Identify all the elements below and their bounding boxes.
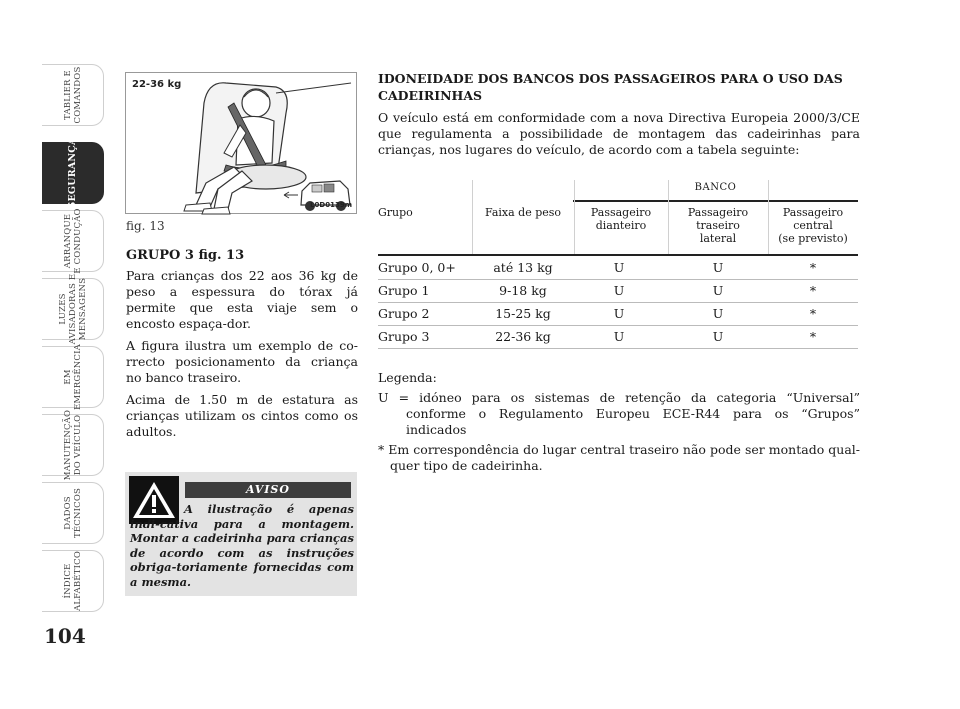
cell-central: * xyxy=(809,260,817,275)
legend-u: U = idóneo para os sistemas de retenção da categoria “Universal” conforme o Regulamento Europeu ECE-R44 para os “Grupos” indicados xyxy=(378,390,860,437)
tab-label: DADOS TÉCNICOS xyxy=(62,487,83,539)
cell-central: * xyxy=(809,306,817,321)
figure-13 xyxy=(125,72,357,214)
figure-weight-label: 22-36 kg xyxy=(132,79,182,90)
tab-label: ÍNDICE ALFABÉTICO xyxy=(62,550,83,612)
tab-label: SEGURANÇA xyxy=(66,137,78,209)
cell-dianteiro: U xyxy=(613,260,625,275)
tab-label: MANUTENÇÃO DO VEÍCULO xyxy=(62,409,83,481)
legend-title: Legenda: xyxy=(378,370,437,385)
cell-traseiro: U xyxy=(712,329,724,344)
cell-faixa: 15-25 kg xyxy=(495,306,551,321)
paragraph: A figura ilustra um exemplo de co-rrecto posicionamento da criança no banco traseiro. xyxy=(126,338,358,385)
legend-star: * Em correspondência do lugar central traseiro não pode ser montado qual-quer tipo de cadeirinha. xyxy=(378,442,860,473)
left-column xyxy=(126,248,358,446)
tab-dados-tecnicos[interactable] xyxy=(42,482,104,544)
cell-grupo: Grupo 0, 0+ xyxy=(378,260,456,275)
cell-traseiro: U xyxy=(712,260,724,275)
legend xyxy=(378,370,860,478)
col-header-central: Passageiro central (se previsto) xyxy=(778,206,848,245)
cell-faixa: 22-36 kg xyxy=(495,329,551,344)
cell-grupo: Grupo 3 xyxy=(378,329,430,344)
cell-traseiro: U xyxy=(712,306,724,321)
child-seat-illustration xyxy=(126,73,358,215)
tab-indice-alfabetico[interactable] xyxy=(42,550,104,612)
cell-faixa: 9-18 kg xyxy=(499,283,547,298)
tab-manutencao[interactable] xyxy=(42,409,104,481)
tab-label: ARRANQUE E CONDUÇÃO xyxy=(62,208,83,274)
figure-caption: fig. 13 xyxy=(126,219,165,233)
table-row xyxy=(378,326,858,349)
paragraph: Acima de 1.50 m de estatura as crianças utilizam os cintos como os adultos. xyxy=(126,392,358,439)
tab-label: EM EMERGÊNCIA xyxy=(62,344,83,410)
cell-central: * xyxy=(809,329,817,344)
cell-dianteiro: U xyxy=(613,283,625,298)
table-row xyxy=(378,303,858,326)
intro-paragraph: O veículo está em conformidade com a nova Directiva Europeia 2000/3/CE que regulamenta a possibilidade de montagem das cadeirinhas para crianças, nos lugares do veículo, de acordo com a tabela seguinte: xyxy=(378,110,860,157)
tab-seguranca[interactable] xyxy=(42,137,104,209)
cell-traseiro: U xyxy=(712,283,724,298)
col-header-grupo: Grupo xyxy=(378,206,413,219)
tab-tablier-comandos[interactable] xyxy=(42,64,104,126)
right-column xyxy=(378,70,860,158)
tab-em-emergencia[interactable] xyxy=(42,346,104,408)
cell-dianteiro: U xyxy=(613,306,625,321)
paragraph: Para crianças dos 22 aos 36 kg de peso a espessura do tórax já permite que esta viaje sem o encosto espaça-dor. xyxy=(126,268,358,331)
figure-code: L0D0139m xyxy=(310,201,352,209)
tab-label: LUZES AVISADORAS E MENSAGENS xyxy=(57,273,88,345)
section-heading: GRUPO 3 fig. 13 xyxy=(126,248,245,263)
table-row xyxy=(378,257,858,280)
warning-heading: AVISO xyxy=(185,482,351,498)
tab-arranque-conducao[interactable] xyxy=(42,210,104,272)
col-header-dianteiro: Passageiro dianteiro xyxy=(590,206,652,232)
cell-faixa: até 13 kg xyxy=(493,260,553,275)
table-row xyxy=(378,280,858,303)
cell-central: * xyxy=(809,283,817,298)
page-number: 104 xyxy=(44,624,86,648)
warning-box xyxy=(125,472,357,596)
header-rule xyxy=(573,200,858,202)
warning-body: A ilustração é apenas indi-cativa para a montagem. Montar a cadeirinha para crianças de acordo com as instruções obriga-toriamente fornecidas com a mesma. xyxy=(130,502,354,589)
cell-grupo: Grupo 2 xyxy=(378,306,430,321)
tab-label: TABLIER E COMANDOS xyxy=(62,66,83,124)
cell-dianteiro: U xyxy=(613,329,625,344)
cell-grupo: Grupo 1 xyxy=(378,283,430,298)
header-bottom-rule xyxy=(378,254,858,256)
warning-text xyxy=(130,502,354,589)
section-title: IDONEIDADE DOS BANCOS DOS PASSAGEIROS PARA O USO DAS CADEIRINHAS xyxy=(378,71,843,103)
col-header-faixa: Faixa de peso xyxy=(484,206,562,219)
col-header-traseiro: Passageiro traseiro lateral xyxy=(687,206,749,245)
banco-header: BANCO xyxy=(694,182,737,193)
tab-luzes-avisadoras[interactable] xyxy=(42,273,104,345)
